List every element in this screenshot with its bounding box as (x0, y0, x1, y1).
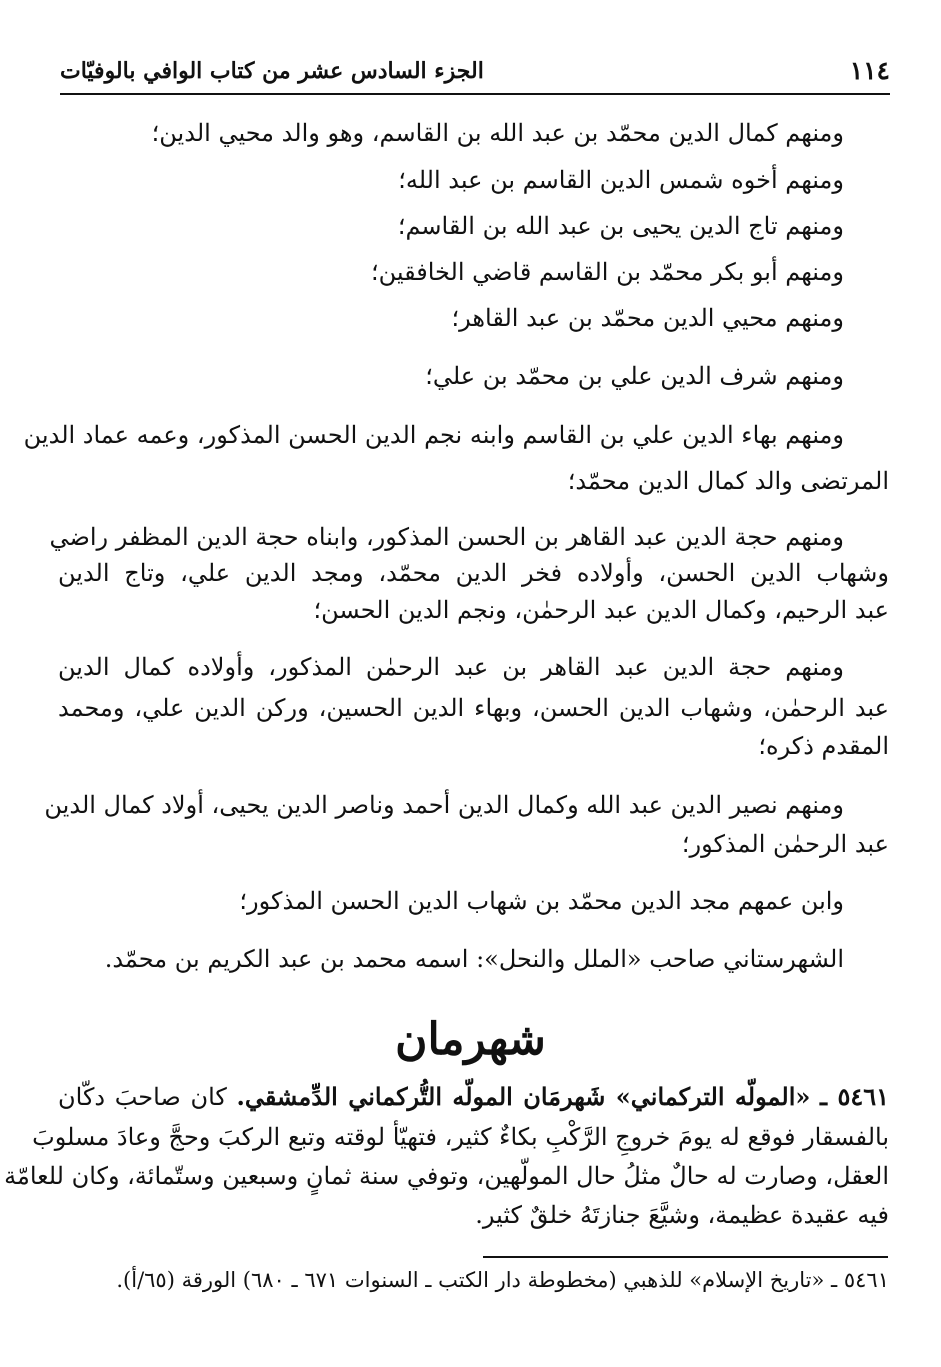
section-heading: شهرمان (395, 1014, 546, 1065)
text-line: ومنهم تاج الدين يحيى بن عبد الله بن القاسم؛ (397, 212, 844, 240)
entry-text: كان صاحبَ دكّان (58, 1083, 227, 1111)
page-number: ١١٤ (849, 56, 890, 85)
entry-number: ٥٤٦١ ـ (820, 1082, 890, 1111)
text-line: ومنهم نصير الدين عبد الله وكمال الدين أحمد وناصر الدين يحيى، أولاد كمال الدين (44, 791, 844, 819)
text-line: ومنهم بهاء الدين علي بن القاسم وابنه نجم الدين الحسن المذكور، وعمه عماد الدين (23, 421, 844, 449)
entry-title: «المولّه التركماني» شَهرمَان المولّه التُّركماني الدِّمشقي. (236, 1082, 811, 1111)
page-header (60, 50, 890, 90)
text-line: ومنهم محيي الدين محمّد بن عبد القاهر؛ (451, 304, 844, 332)
text-line: عبد الرحيم، وكمال الدين عبد الرحمٰن، ونجم الدين الحسن؛ (313, 596, 889, 624)
entry-line: العقل، وصارت له حالٌ مثلُ حال المولّهين، وتوفي سنة ثمانٍ وسبعين وستّمائة، وكان للعامّة (4, 1162, 889, 1190)
text-line: ومنهم حجة الدين عبد القاهر بن الحسن المذكور، وابناه حجة الدين المظفر راضي (49, 523, 844, 551)
text-line: ومنهم أخوه شمس الدين القاسم بن عبد الله؛ (398, 166, 844, 194)
header-rule (60, 93, 890, 95)
text-line: وابن عمهم مجد الدين محمّد بن شهاب الدين الحسن المذكور؛ (239, 887, 844, 915)
text-line: ومنهم حجة الدين عبد القاهر بن عبد الرحمٰن المذكور، وأولاده كمال الدين (58, 653, 844, 681)
text-line: المقدم ذكره؛ (758, 732, 889, 760)
text-line: عبد الرحمٰن، وشهاب الدين الحسن، وبهاء الدين الحسين، وركن الدين علي، ومحمد (58, 694, 889, 722)
text-line: ومنهم شرف الدين علي بن محمّد بن علي؛ (425, 362, 844, 390)
text-line: ومنهم كمال الدين محمّد بن عبد الله بن القاسم، وهو والد محيي الدين؛ (151, 119, 844, 147)
text-line: وشهاب الدين الحسن، وأولاده فخر الدين محمّد، ومجد الدين علي، وتاج الدين (58, 559, 889, 587)
entry-first-line (58, 1082, 889, 1112)
entry-line: بالفسقار فوقع له يومَ خروجِ الرَّكْبِ بكاءٌ كثير، فتهيّأ لوقته وتبع الركبَ وحجَّ وعادَ مسلوبَ (32, 1123, 889, 1151)
running-title: الجزء السادس عشر من كتاب الوافي بالوفيّات (60, 58, 484, 84)
text-line: عبد الرحمٰن المذكور؛ (681, 830, 889, 858)
text-line: المرتضى والد كمال الدين محمّد؛ (567, 467, 889, 495)
text-line: ومنهم أبو بكر محمّد بن القاسم قاضي الخافقين؛ (370, 258, 844, 286)
text-line: الشهرستاني صاحب «الملل والنحل»: اسمه محمد بن عبد الكريم بن محمّد. (104, 945, 844, 973)
footnote-rule (483, 1256, 888, 1258)
entry-line: فيه عقيدة عظيمة، وشيَّعَ جنازتَهُ خلقٌ كثير. (475, 1201, 889, 1229)
footnote: ٥٤٦١ ـ «تاريخ الإسلام» للذهبي (مخطوطة دار الكتب ـ السنوات ٦٧١ ـ ٦٨٠) الورقة (٦٥/أ). (116, 1268, 889, 1292)
